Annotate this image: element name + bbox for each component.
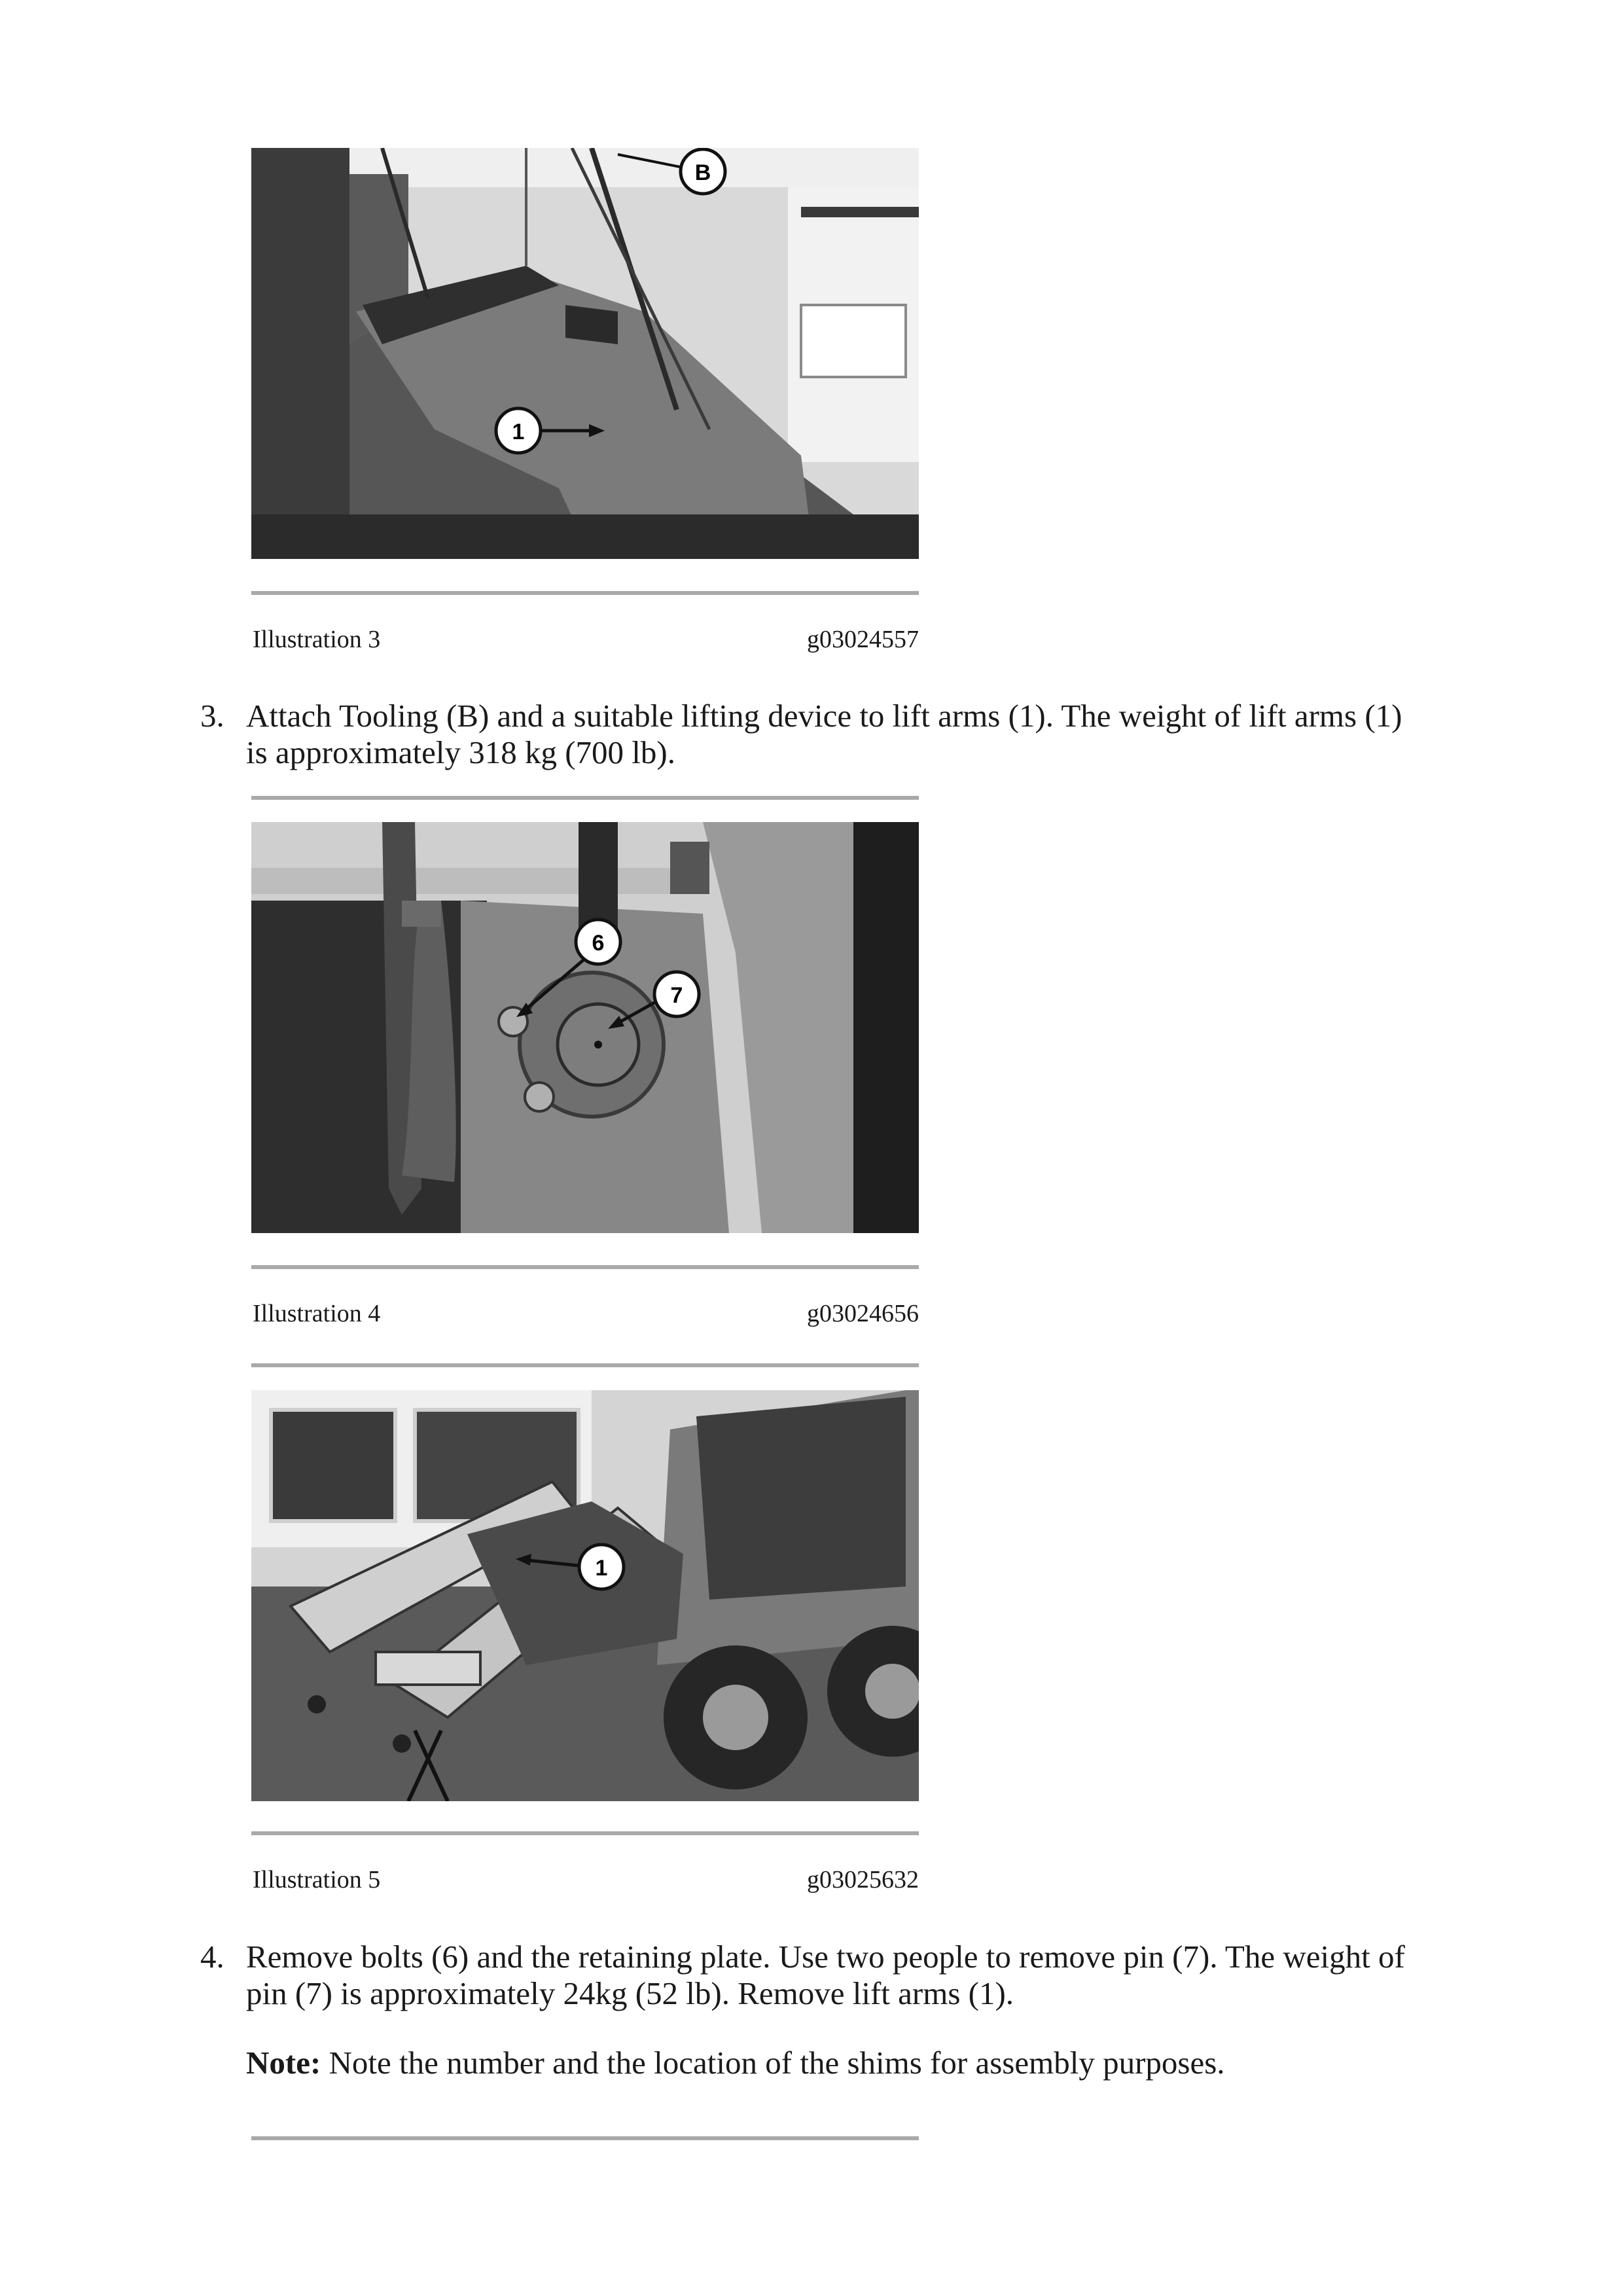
note-text: Note the number and the location of the shims for assembly purposes. [321,2045,1225,2081]
step-number: 3. [200,698,224,734]
callout-label-b: B [694,160,711,185]
figure-rule [251,2136,919,2140]
figure-rule [251,1831,919,1835]
callout-label-6: 6 [592,931,605,956]
figure-rule [251,1363,919,1367]
illustration-5-photo [251,1390,919,1801]
figure-code: g03025632 [807,1866,919,1893]
step-text-line: is approximately 318 kg (700 lb). [246,734,675,770]
figure-caption: Illustration 5 [253,1866,381,1893]
callout-label-1: 1 [595,1556,608,1581]
figure-caption: Illustration 3 [253,626,381,653]
note [246,2045,1516,2081]
callout-label-7: 7 [670,983,683,1008]
figure-code: g03024557 [807,626,919,653]
callout-label-1: 1 [512,420,525,444]
step-text-line: Remove bolts (6) and the retaining plate. Use two people to remove pin (7). The weight of [246,1939,1405,1975]
illustration-3-photo [251,148,919,559]
figure-code: g03024656 [807,1300,919,1327]
figure-rule [251,591,919,595]
figure-caption: Illustration 4 [253,1300,381,1327]
step-text-line: pin (7) is approximately 24kg (52 lb). Remove lift arms (1). [246,1975,1014,2011]
note-label: Note: [246,2045,321,2081]
step-text-line: Attach Tooling (B) and a suitable lifting device to lift arms (1). The weight of lift arms (1) [246,698,1402,734]
illustration-4-photo [251,822,919,1233]
step-number: 4. [200,1939,224,1975]
figure-rule [251,796,919,800]
figure-rule [251,1265,919,1269]
